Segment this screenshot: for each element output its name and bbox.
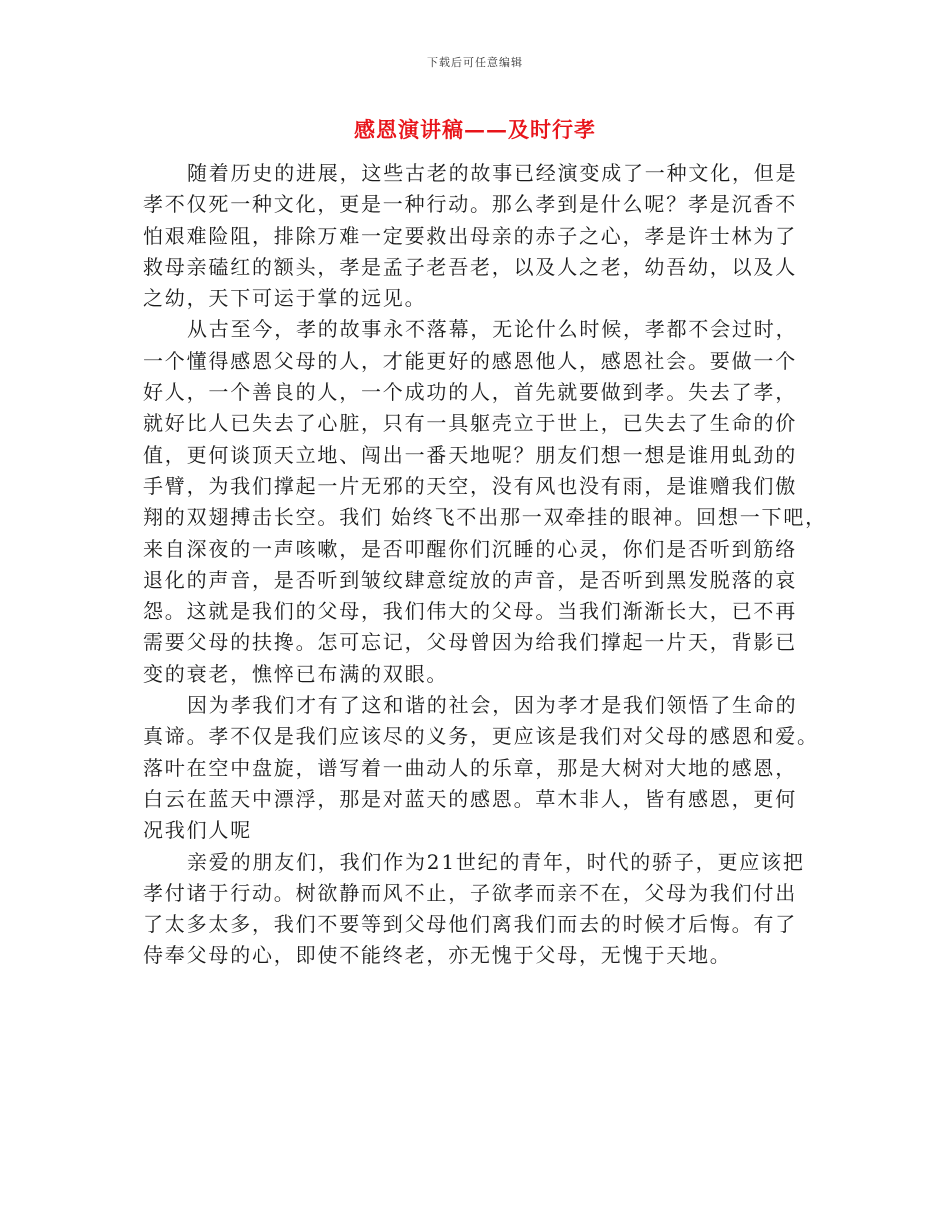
text-line: 白云在蓝天中漂浮，那是对蓝天的感恩。草木非人，皆有感恩，更何	[143, 786, 797, 811]
text-line: 退化的声音，是否听到皱纹肆意绽放的声音，是否听到黑发脱落的哀	[143, 567, 797, 592]
text-line: 好人，一个善良的人，一个成功的人，首先就要做到孝。失去了孝，	[143, 380, 797, 405]
text-line: 真谛。孝不仅是我们应该尽的义务，更应该是我们对父母的感恩和爱。	[143, 724, 819, 749]
document-body	[143, 158, 827, 972]
text-line: 随着历史的进展，这些古老的故事已经演变成了一种文化，但是	[187, 161, 798, 185]
paragraph-2	[143, 314, 827, 690]
text-line: 侍奉父母的心，即使不能终老，亦无愧于父母，无愧于天地。	[143, 943, 732, 968]
text-line: 落叶在空中盘旋，谱写着一曲动人的乐章，那是大树对大地的感恩，	[143, 755, 797, 780]
document-title: 感恩演讲稿——及时行孝	[354, 117, 596, 142]
text-line: 之幼，天下可运于掌的远见。	[143, 286, 427, 311]
text-line: 从古至今，孝的故事永不落幕，无论什么时候，孝都不会过时，	[187, 317, 798, 342]
text-line: 来自深夜的一声咳嗽，是否叩醒你们沉睡的心灵，你们是否听到筋络	[143, 536, 797, 561]
text-line: 怕艰难险阻，排除万难一定要救出母亲的赤子之心，孝是许士林为了	[143, 223, 797, 248]
text-line: 变的衰老，憔悴已布满的双眼。	[143, 661, 449, 686]
text-line: 孝付诸于行动。树欲静而风不止，子欲孝而亲不在，父母为我们付出	[143, 880, 797, 905]
text-line: 救母亲磕红的额头，孝是孟子老吾老，以及人之老，幼吾幼，以及人	[143, 254, 797, 279]
header-note: 下载后可任意编辑	[427, 56, 523, 69]
text-line: 亲爱的朋友们，我们作为21世纪的青年，时代的骄子，更应该把	[187, 849, 805, 874]
text-line: 值，更何谈顶天立地、闯出一番天地呢？朋友们想一想是谁用虬劲的	[143, 442, 797, 467]
text-line: 翔的双翅搏击长空。我们 始终飞不出那一双牵挂的眼神。回想一下吧，	[143, 505, 827, 530]
paragraph-3	[143, 690, 819, 846]
text-line: 怨。这就是我们的父母，我们伟大的父母。当我们渐渐长大，已不再	[143, 599, 797, 624]
paragraph-4	[143, 847, 813, 972]
text-line: 手臂，为我们撑起一片无邪的天空，没有风也没有雨，是谁赠我们傲	[143, 473, 797, 498]
text-line: 需要父母的扶搀。怎可忘记，父母曾因为给我们撑起一片天，背影已	[143, 630, 797, 655]
text-line: 一个懂得感恩父母的人，才能更好的感恩他人，感恩社会。要做一个	[143, 348, 797, 373]
paragraph-1	[143, 158, 813, 314]
text-line: 了太多太多，我们不要等到父母他们离我们而去的时候才后悔。有了	[143, 912, 797, 937]
text-line: 况我们人呢	[143, 818, 252, 843]
text-line: 因为孝我们才有了这和谐的社会，因为孝才是我们领悟了生命的	[187, 693, 798, 718]
text-line: 孝不仅死一种文化，更是一种行动。那么孝到是什么呢？孝是沉香不	[143, 192, 797, 217]
text-line: 就好比人已失去了心脏，只有一具躯壳立于世上，已失去了生命的价	[143, 411, 797, 436]
